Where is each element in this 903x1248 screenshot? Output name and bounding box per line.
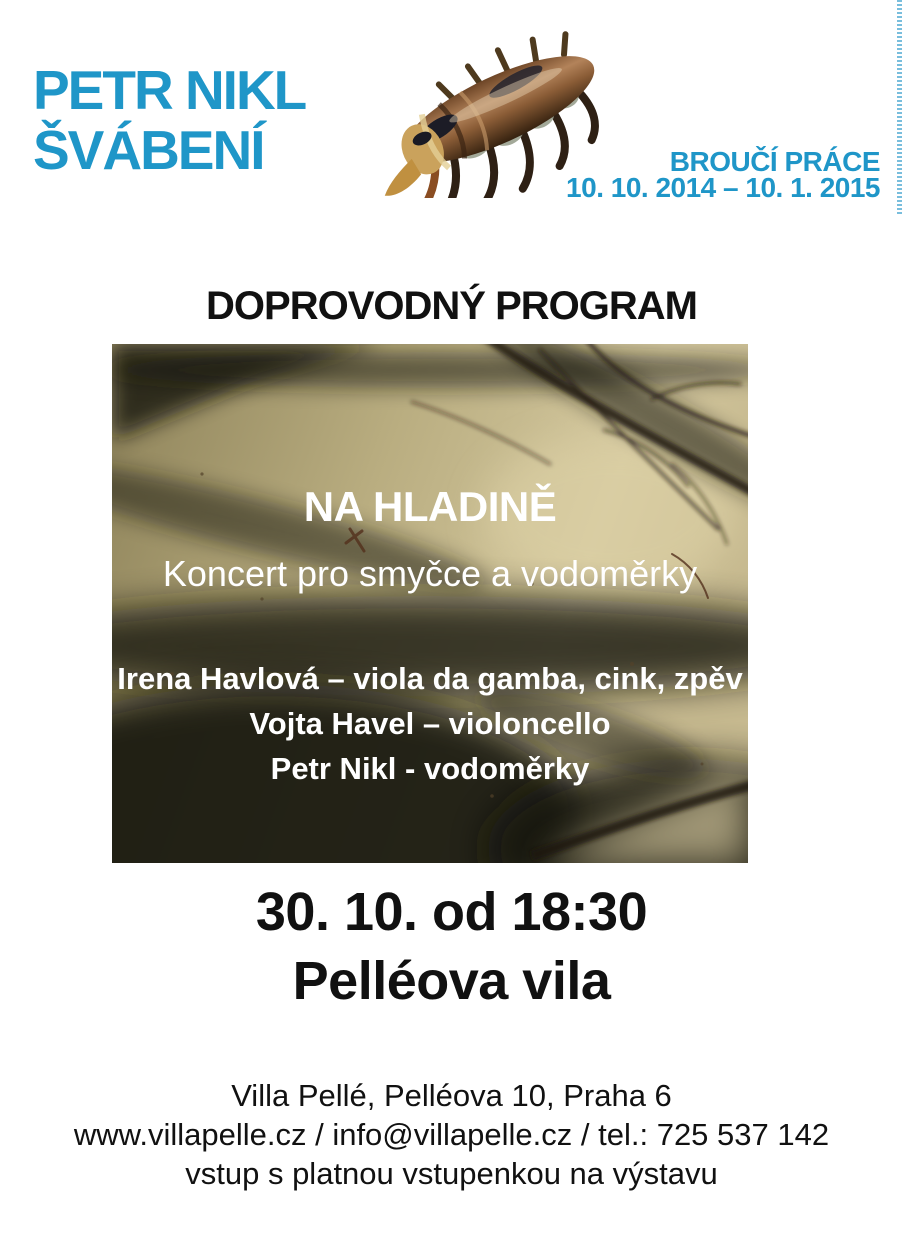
contact-block: [0, 1076, 903, 1193]
performer-line: Petr Nikl - vodoměrky: [270, 751, 590, 786]
exhibition-title: [33, 60, 305, 180]
exhibition-info: [566, 146, 880, 203]
performer-line: Irena Havlová – viola da gamba, cink, zpěv: [117, 661, 743, 696]
event-title: NA HLADINĚ: [303, 483, 557, 530]
contact-line: www.villapelle.cz / info@villapelle.cz / tel.: 725 537 142: [73, 1117, 830, 1152]
performer-line: Vojta Havel – violoncello: [249, 706, 611, 741]
event-photo: [112, 344, 748, 863]
exhibition-dates: 10. 10. 2014 – 10. 1. 2015: [566, 172, 880, 203]
event-venue: Pelléova vila: [292, 951, 611, 1011]
exhibition-name: BROUČÍ PRÁCE: [669, 146, 880, 177]
dotted-border-decoration: [897, 0, 902, 216]
admission-note: vstup s platnou vstupenkou na výstavu: [185, 1156, 718, 1191]
event-subtitle: Koncert pro smyčce a vodoměrky: [162, 553, 698, 594]
exhibition-title-line1: PETR NIKL: [33, 59, 306, 121]
exhibition-title-line2: ŠVÁBENÍ: [33, 119, 264, 181]
section-title: DOPROVODNÝ PROGRAM: [206, 284, 697, 328]
performers-list: [112, 656, 748, 791]
venue-address: Villa Pellé, Pelléova 10, Praha 6: [231, 1078, 672, 1113]
event-when-where: [0, 878, 903, 1016]
photo-text-overlay: [112, 344, 748, 863]
event-datetime: 30. 10. od 18:30: [255, 882, 648, 942]
